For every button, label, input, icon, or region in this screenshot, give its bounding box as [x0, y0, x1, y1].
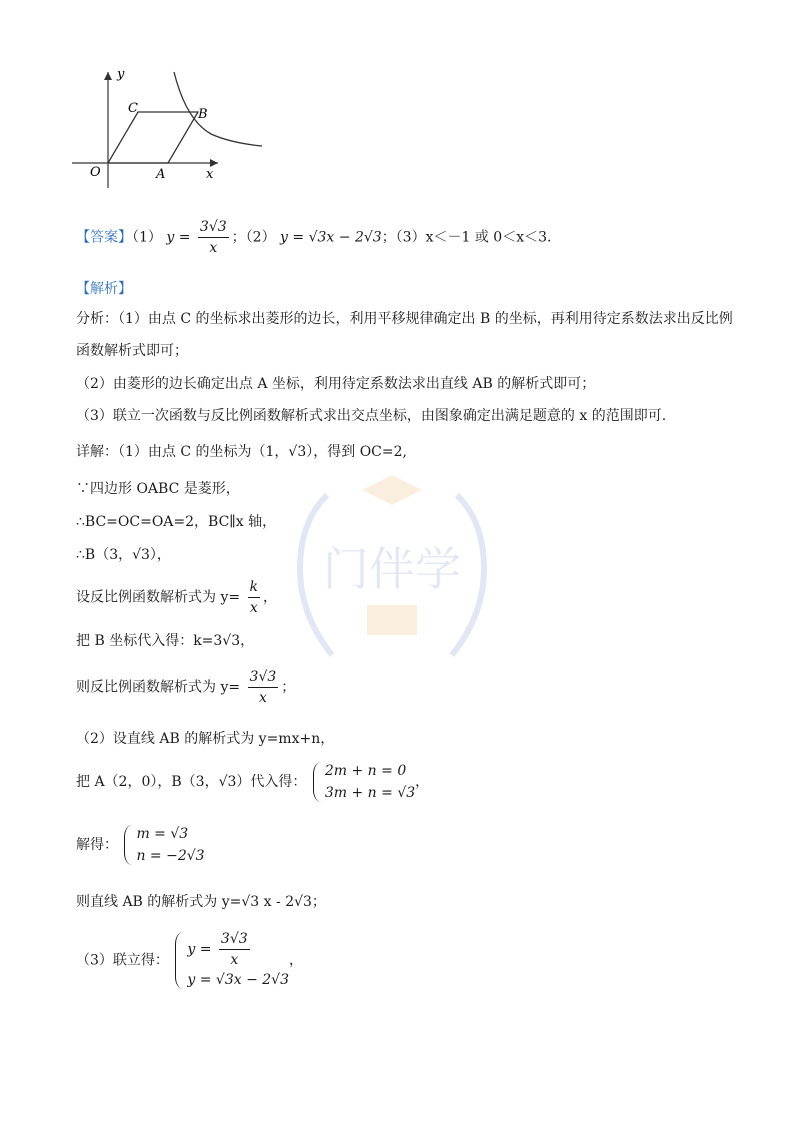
equation-system-1	[311, 760, 415, 804]
analysis-tag: 【解析】	[76, 281, 132, 297]
detail-line-12	[76, 930, 303, 991]
fraction-numerator: 3√3	[248, 668, 279, 688]
watermark-logo	[272, 455, 512, 695]
label-a: A	[156, 167, 166, 182]
answer-p3: ；（3）x＜－1 或 0＜x＜3.	[381, 229, 552, 246]
detail-5-pre: 设反比例函数解析式为 y=	[76, 589, 241, 606]
answer-p1-lhs: y =	[166, 229, 191, 246]
coordinate-figure	[66, 60, 266, 195]
system-row-lhs: y =	[187, 941, 212, 958]
detail-line-9	[76, 760, 429, 804]
detail-line-6: 把 B 坐标代入得：k=3√3，	[76, 633, 255, 649]
analysis-line-2: 函数解析式即可；	[76, 343, 188, 359]
detail-12-post: ，	[289, 952, 304, 969]
analysis-line-1: 分析：（1）由点 C 的坐标求出菱形的边长，利用平移规律确定出 B 的坐标，再利用待定系数法求出反比例	[76, 311, 733, 327]
detail-7-post: ；	[281, 679, 296, 696]
system-row: 3m + n = √3	[324, 785, 416, 801]
equation-system-2	[173, 930, 289, 991]
rhombus-oabc	[108, 112, 198, 163]
x-label: x	[206, 167, 214, 182]
system-row-fraction	[219, 930, 250, 969]
y-label: y	[117, 67, 125, 82]
answer-p2-equation: y = √3x − 2√3	[280, 229, 382, 246]
fraction-denominator: x	[249, 600, 258, 616]
detail-9-pre: 把 A（2，0），B（3，√3）代入得：	[76, 774, 307, 790]
detail-line-10	[76, 823, 205, 867]
answer-p1-fraction	[198, 218, 229, 257]
detail-line-11: 则直线 AB 的解析式为 y=√3 x - 2√3；	[76, 894, 326, 910]
fraction-numerator: 3√3	[219, 930, 250, 950]
hyperbola-curve	[174, 72, 262, 146]
label-o: O	[90, 165, 101, 180]
book-icon	[367, 605, 417, 635]
detail-line-8: （2）设直线 AB 的解析式为 y=mx+n，	[76, 731, 335, 747]
detail-line-1: 详解：（1）由点 C 的坐标为（1，√3），得到 OC=2,	[76, 444, 407, 460]
rhombus-graph	[66, 60, 266, 195]
watermark-text: 门伴学	[323, 542, 461, 596]
detail-line-7	[76, 668, 295, 707]
fraction-denominator: x	[209, 240, 218, 256]
mortarboard-icon	[362, 475, 422, 505]
y-axis-arrow	[104, 72, 112, 80]
system-row: n = −2√3	[136, 848, 205, 864]
answer-p1: （1）	[132, 229, 162, 246]
system-row: m = √3	[136, 826, 189, 842]
system-row	[187, 930, 289, 969]
detail-7-pre: 则反比例函数解析式为 y=	[76, 679, 241, 696]
answer-p2: ；（2）	[231, 229, 276, 246]
answer-tag: 【答案】	[76, 229, 132, 246]
fraction-denominator: x	[230, 952, 239, 968]
answer-line	[76, 218, 551, 257]
detail-5-fraction	[248, 578, 260, 617]
detail-line-5	[76, 578, 277, 617]
detail-5-post: ，	[263, 589, 278, 606]
detail-line-3: ∴BC=OC=OA=2，BC∥x 轴，	[76, 514, 277, 530]
detail-line-4: ∴B（3，√3），	[76, 547, 171, 563]
system-row: y = √3x − 2√3	[187, 972, 290, 988]
fraction-numerator: k	[248, 578, 260, 598]
analysis-line-4: （3）联立一次函数与反比例函数解析式求出交点坐标，由图象确定出满足题意的 x 的范围即可.	[76, 408, 667, 424]
label-c: C	[128, 101, 138, 116]
fraction-denominator: x	[258, 690, 267, 706]
analysis-line-3: （2）由菱形的边长确定出点 A 坐标，利用待定系数法求出直线 AB 的解析式即可；	[76, 376, 596, 392]
detail-line-2: ∵四边形 OABC 是菱形，	[76, 481, 240, 497]
label-b: B	[198, 107, 208, 122]
x-axis-arrow	[210, 159, 218, 167]
system-row: 2m + n = 0	[324, 763, 407, 779]
solution-system	[122, 823, 204, 867]
detail-10-pre: 解得：	[76, 837, 118, 853]
detail-9-post: ，	[415, 774, 430, 790]
detail-12-pre: （3）联立得：	[76, 952, 169, 969]
fraction-numerator: 3√3	[198, 218, 229, 238]
